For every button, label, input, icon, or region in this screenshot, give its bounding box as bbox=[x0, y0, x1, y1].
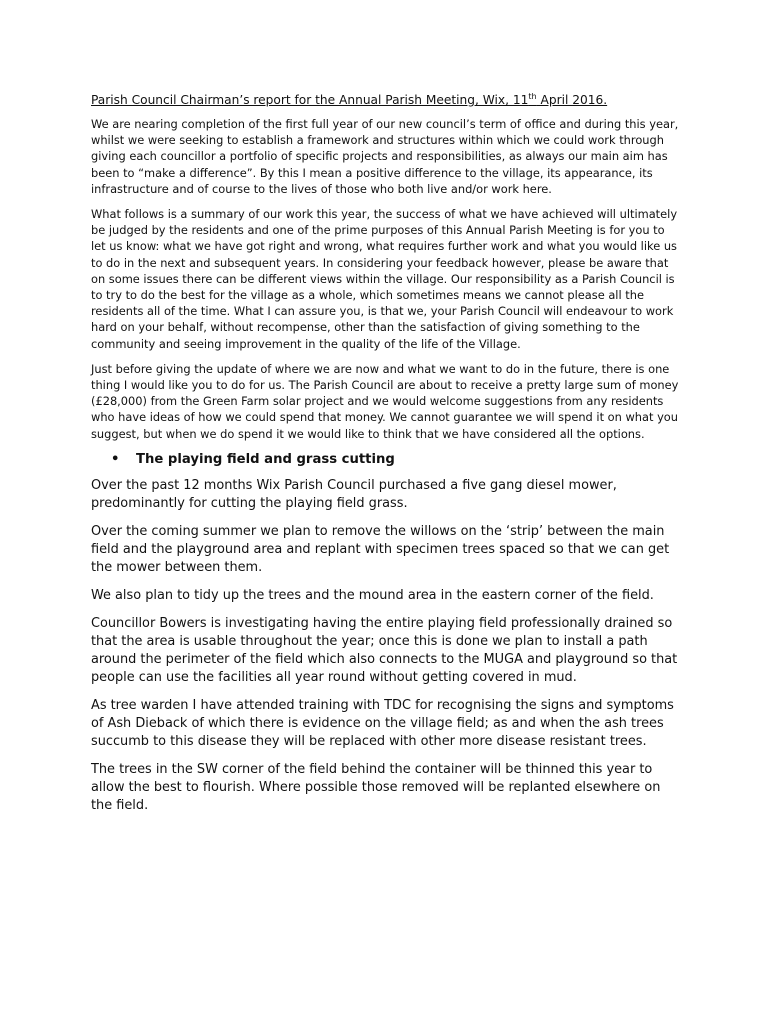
bullet-icon: • bbox=[111, 451, 120, 467]
section-paragraph-3: We also plan to tidy up the trees and the mound area in the eastern corner of the field. bbox=[91, 587, 654, 603]
section-heading-text: The playing field and grass cutting bbox=[136, 451, 395, 467]
section-paragraph-6: The trees in the SW corner of the field behind the container will be thinned this year to allow the best to flourish. Where possible those removed will be replanted elsewhere on the field. bbox=[91, 761, 661, 813]
section-heading bbox=[91, 451, 681, 469]
intro-paragraph-1: We are nearing completion of the first full year of our new council’s term of office and during this year, whilst we were seeking to establish a framework and structures within which we could work through giving each councillor a portfolio of specific projects and responsibilities, as always our main aim has been to “make a difference”. By this I mean a positive difference to the village, its appearance, its infrastructure and of course to the lives of those who both live and/or work here. bbox=[91, 117, 679, 196]
report-title-text: Parish Council Chairman’s report for the Annual Parish Meeting, Wix, 11 bbox=[91, 93, 529, 107]
section-paragraph-2: Over the coming summer we plan to remove the willows on the ‘strip’ between the main field and the playground area and replant with specimen trees spaced so that we can get the mower between them. bbox=[91, 523, 670, 575]
report-title-ordinal-suffix: th bbox=[528, 92, 537, 101]
section-paragraph-4: Councillor Bowers is investigating having the entire playing field professionally drained so that the area is usable throughout the year; once this is done we plan to install a path around the perimeter of the field which also connects to the MUGA and playground so that people can use the facilities all year round without getting covered in mud. bbox=[91, 615, 678, 685]
section-paragraph-1: Over the past 12 months Wix Parish Council purchased a five gang diesel mower, predominantly for cutting the playing field grass. bbox=[91, 477, 617, 511]
report-title-date-end: April 2016. bbox=[536, 93, 608, 107]
document-page bbox=[91, 92, 681, 825]
intro-paragraph-3: Just before giving the update of where we are now and what we want to do in the future, there is one thing I would like you to do for us. The Parish Council are about to receive a pretty large sum of money (£28,000) from the Green Farm solar project and we would welcome suggestions from any residents who have ideas of how we could spend that money. We cannot guarantee we will spend it on what you suggest, but when we do spend it we would like to think that we have considered all the options. bbox=[91, 361, 679, 441]
report-title bbox=[91, 92, 681, 108]
intro-paragraph-2: What follows is a summary of our work this year, the success of what we have achieved will ultimately be judged by the residents and one of the prime purposes of this Annual Parish Meeting is for you to let us know: what we have got right and wrong, what requires further work and what you would like us to do in the next and subsequent years. In considering your feedback however, please be aware that on some issues there can be different views within the village. Our responsibility as a Parish Council is to try to do the best for the village as a whole, which sometimes means we cannot please all the residents all of the time. What I can assure you, is that we, your Parish Council will endeavour to work hard on your behalf, without recompense, other than the satisfaction of giving something to the community and seeing improvement in the quality of the life of the Village. bbox=[91, 207, 678, 351]
section-paragraph-5: As tree warden I have attended training with TDC for recognising the signs and symptoms of Ash Dieback of which there is evidence on the village field; as and when the ash trees succumb to this disease they will be replaced with other more disease resistant trees. bbox=[91, 697, 674, 749]
